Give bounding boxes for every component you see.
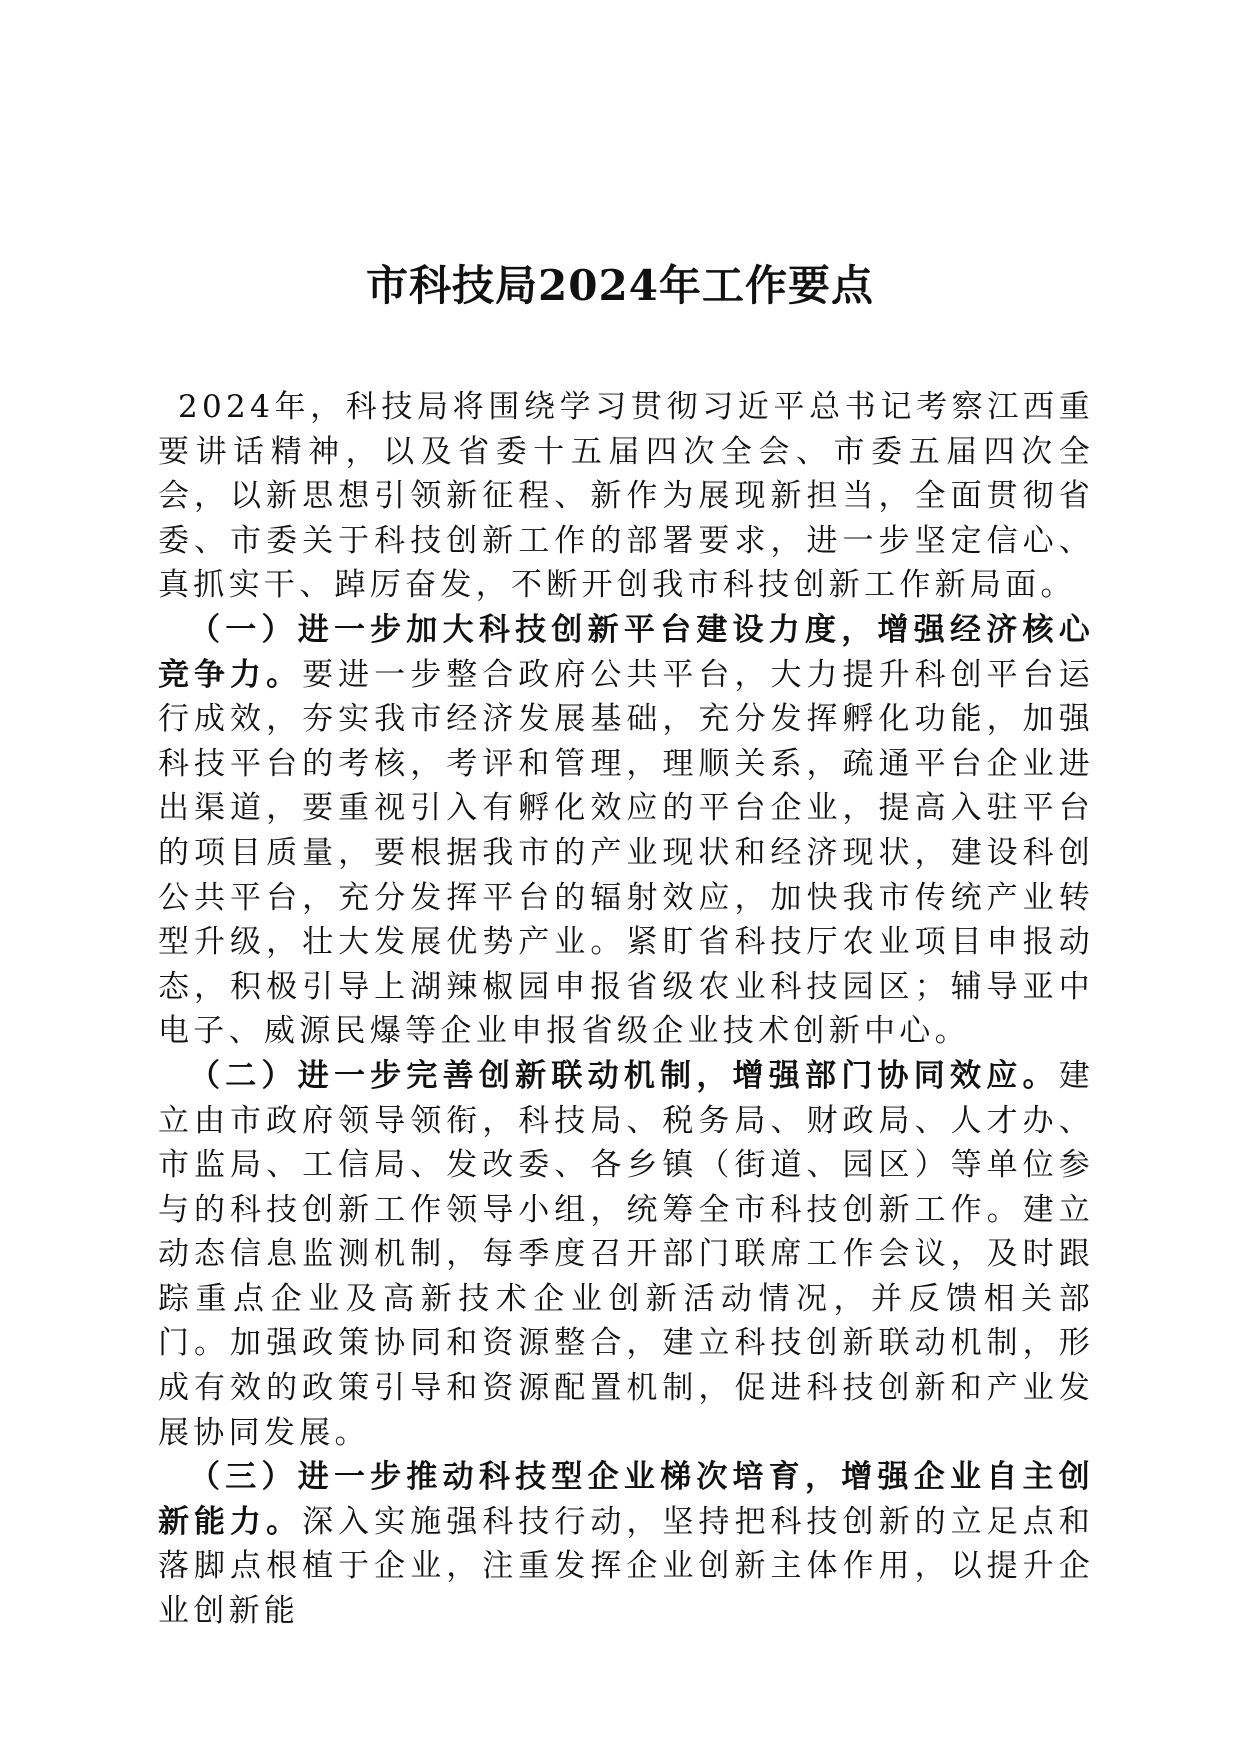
section-3-heading: （三）进一步推动科技型企业梯次培育，增强企业自主创新能力。 xyxy=(158,1459,1094,1540)
document-title: 市科技局2024年工作要点 xyxy=(366,261,874,310)
section-3-body: 深入实施强科技行动，坚持把科技创新的立足点和落脚点根植于企业，注重发挥企业创新主体作用，以提升企业创新能 xyxy=(158,1503,1094,1630)
section-2-heading: （二）进一步完善创新联动机制，增强部门协同效应。 xyxy=(189,1057,1059,1094)
section-1-body: 要进一步整合政府公共平台，大力提升科创平台运行成效，夯实我市经济发展基础，充分发挥孵化功能，加强科技平台的考核，考评和管理，理顺关系，疏通平台企业进出渠道，要重视引入有孵化效应的平台企业，提高入驻平台的项目质量，要根据我市的产业现状和经济现状，建设科创公共平台，充分发挥平台的辐射效应，加快我市传统产业转型升级，壮大发展优势产业。紧盯省科技厅农业项目申报动态，积极引导上湖辣椒园申报省级农业科技园区；辅导亚中电子、威源民爆等企业申报省级企业技术创新中心。 xyxy=(158,656,1094,1050)
section-1-heading: （一）进一步加大科技创新平台建设力度，增强经济核心竞争力。 xyxy=(158,611,1094,693)
intro-paragraph: 2024年，科技局将围绕学习贯彻习近平总书记考察江西重要讲话精神，以及省委十五届四次全会、市委五届四次全会，以新思想引领新征程、新作为展现新担当，全面贯彻省委、市委关于科技创新工作的部署要求，进一步坚定信心、真抓实干、踔厉奋发，不断开创我市科技创新工作新局面。 xyxy=(158,389,1094,604)
section-1-paragraph xyxy=(158,608,1094,1054)
section-2-body: 建立由市政府领导领衔，科技局、税务局、财政局、人才办、市监局、工信局、发改委、各乡镇（街道、园区）等单位参与的科技创新工作领导小组，统筹全市科技创新工作。建立动态信息监测机制，每季度召开部门联席工作会议，及时跟踪重点企业及高新技术企业创新活动情况，并反馈相关部门。加强政策协同和资源整合，建立科技创新联动机制，形成有效的政策引导和资源配置机制，促进科技创新和产业发展协同发展。 xyxy=(158,1057,1094,1451)
section-3-paragraph xyxy=(158,1455,1094,1633)
section-2-paragraph xyxy=(158,1054,1094,1455)
document-body xyxy=(158,385,1094,1634)
